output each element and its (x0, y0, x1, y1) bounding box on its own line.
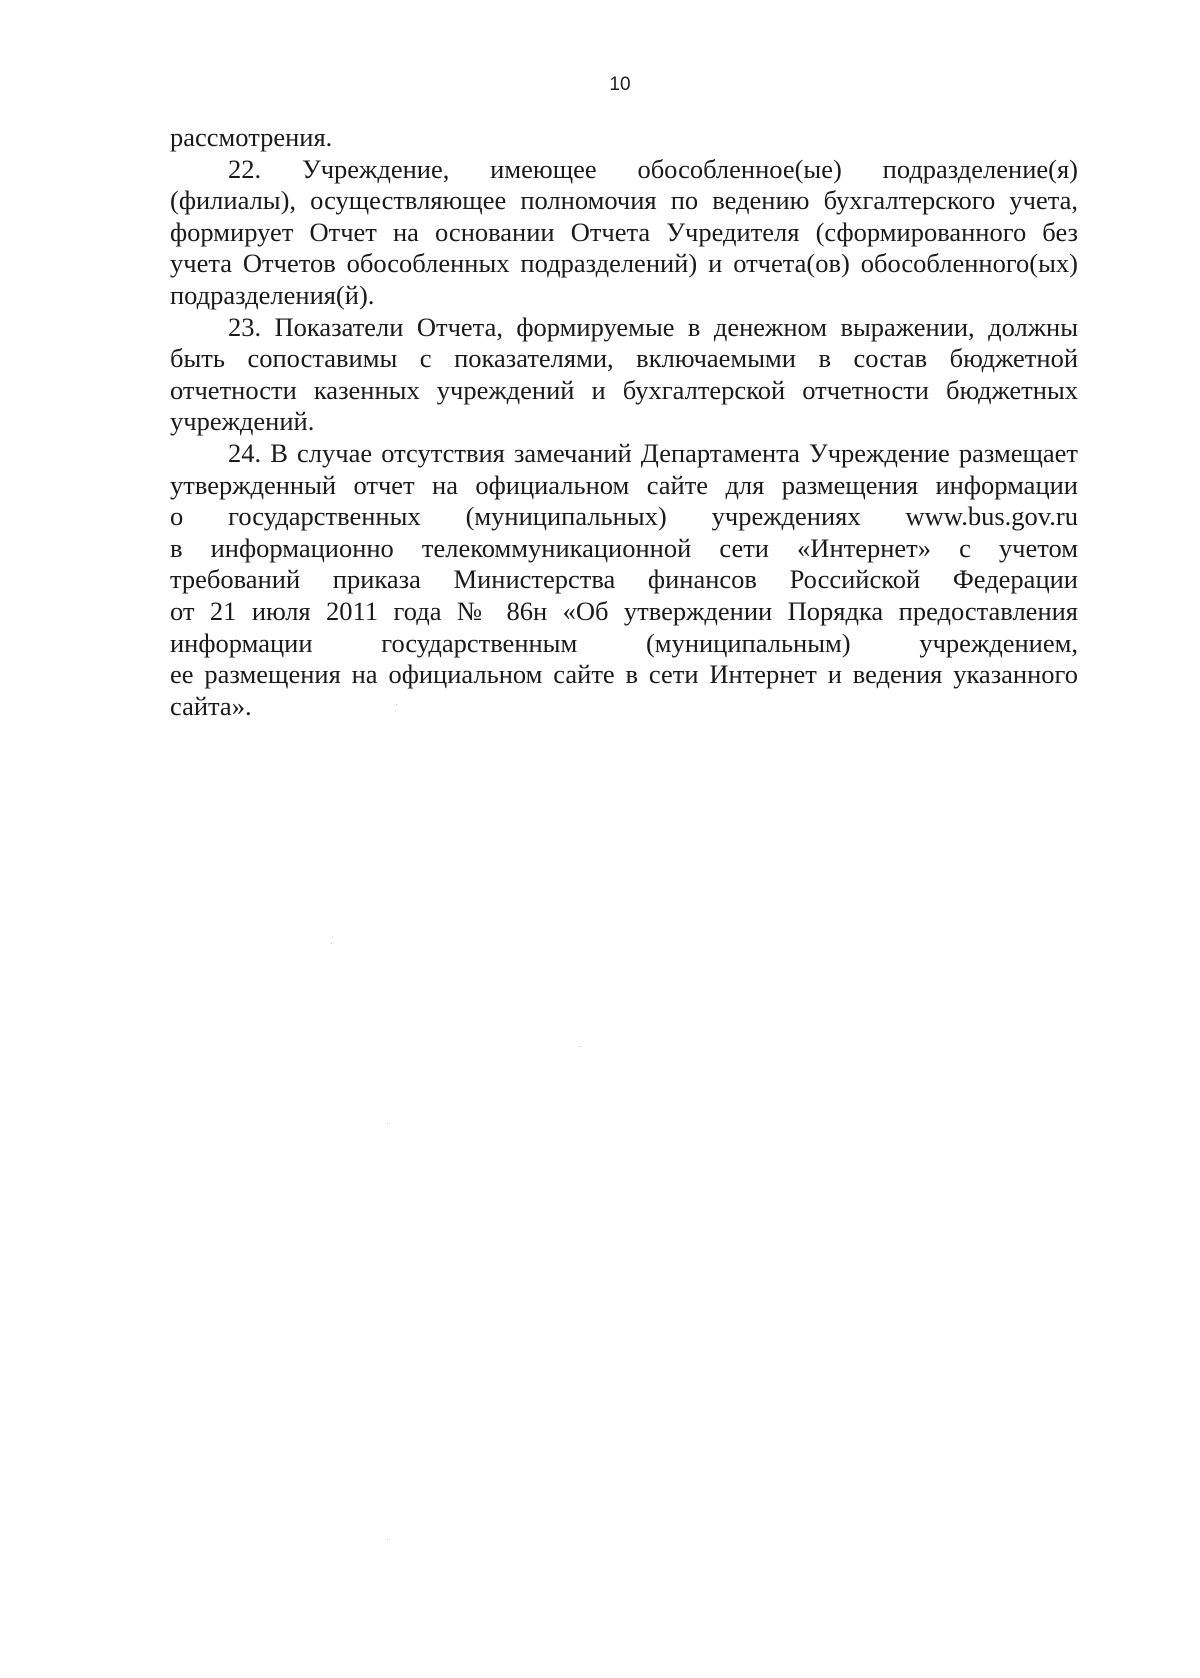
paragraph-24-line: в информационно телекоммуникационной сети «Интернет» с учетом (170, 532, 1078, 563)
paragraph-24-line: утвержденный отчет на официальном сайте для размещения информации (170, 469, 1078, 500)
paragraph-23-line: отчетности казенных учреждений и бухгалтерской отчетности бюджетных (170, 374, 1078, 405)
scan-speck (396, 704, 397, 705)
paragraph-22-line: 22. Учреждение, имеющее обособленное(ые) подразделение(я) (228, 153, 1078, 184)
paragraph-24-line: требований приказа Министерства финансов Российской Федерации (170, 564, 1078, 595)
paragraph-23-line: 23. Показатели Отчета, формируемые в денежном выражении, должны (228, 311, 1078, 342)
paragraph-23-line: учреждений. (170, 406, 315, 437)
paragraph-24-line: информации государственным (муниципальным) учреждением, (170, 627, 1078, 658)
paragraph-24-line: ее размещения на официальном сайте в сети Интернет и ведения указанного (170, 659, 1078, 690)
paragraph-22-line: подразделения(й). (170, 279, 375, 310)
document-body (170, 122, 1078, 722)
paragraph-24-line: сайта». (170, 690, 252, 721)
paragraph-24-line: от 21 июля 2011 года № 86н «Об утверждении Порядка предоставления (170, 595, 1078, 626)
scan-speck (387, 1123, 388, 1124)
scan-speck (387, 1539, 388, 1540)
scan-speck (331, 943, 332, 944)
paragraph-23-line: быть сопоставимы с показателями, включаемыми в состав бюджетной (170, 343, 1078, 374)
paragraph-24-line: о государственных (муниципальных) учреждениях www.bus.gov.ru (170, 501, 1078, 532)
scan-speck (580, 1046, 581, 1047)
page-number: 10 (609, 74, 631, 95)
paragraph-22-line: (филиалы), осуществляющее полномочия по ведению бухгалтерского учета, (170, 185, 1078, 216)
paragraph-22-line: формирует Отчет на основании Отчета Учредителя (сформированного без (170, 216, 1078, 247)
paragraph-continuation-line: рассмотрения. (170, 122, 333, 152)
paragraph-22-line: учета Отчетов обособленных подразделений) и отчета(ов) обособленного(ых) (170, 248, 1078, 279)
paragraph-24-line: 24. В случае отсутствия замечаний Департамента Учреждение размещает (228, 437, 1078, 468)
